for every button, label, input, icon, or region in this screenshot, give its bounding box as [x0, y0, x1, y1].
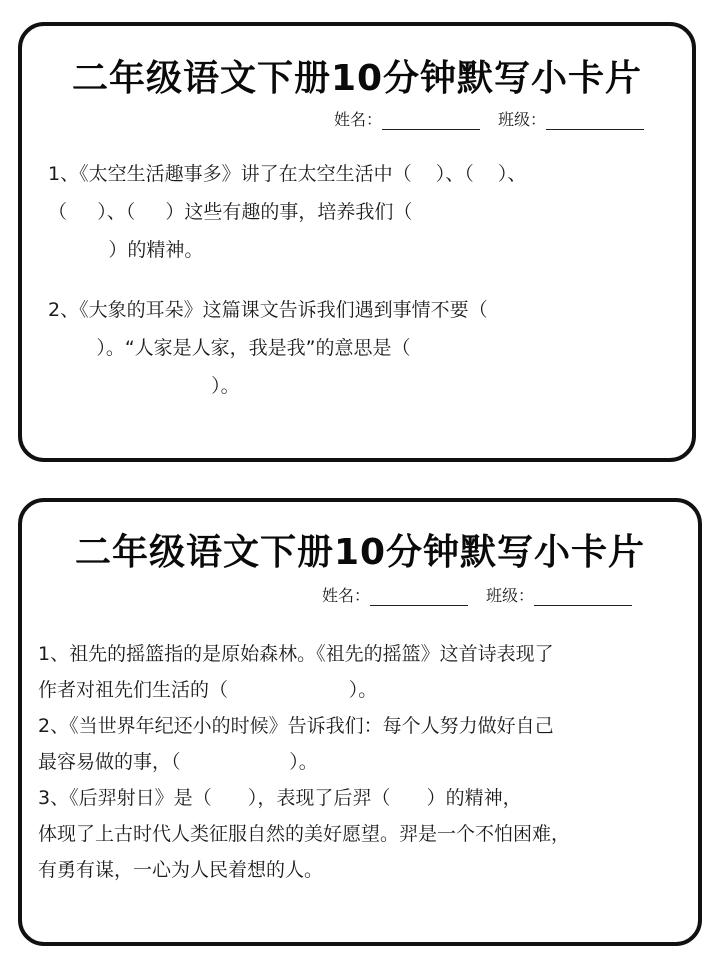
question-line: 最容易做的事，（ ）。 — [38, 751, 318, 773]
question-line: 2、《当世界年纪还小的时候》告诉我们：每个人努力做好自己 — [38, 715, 554, 737]
name-blank[interactable] — [370, 587, 468, 606]
question-line: 2、《大象的耳朵》这篇课文告诉我们遇到事情不要（ — [48, 299, 488, 321]
student-info-row — [334, 110, 644, 130]
question-line: ）。“人家是人家，我是我”的意思是（ — [48, 337, 411, 359]
student-info-row — [322, 586, 632, 606]
question-line: 1、祖先的摇篮指的是原始森林。《祖先的摇篮》这首诗表现了 — [38, 643, 554, 665]
card-title: 二年级语文下册10分钟默写小卡片 — [71, 58, 643, 99]
name-label: 姓名： — [322, 586, 371, 605]
question-line: 有勇有谋，一心为人民着想的人。 — [38, 859, 324, 881]
name-label: 姓名： — [334, 110, 383, 129]
name-blank[interactable] — [382, 111, 480, 130]
question-line: （ ）、（ ）这些有趣的事，培养我们（ — [48, 201, 413, 223]
question-line: ）的精神。 — [48, 239, 204, 261]
dictation-card-2 — [18, 498, 702, 946]
question-line: ）。 — [48, 375, 240, 397]
class-label: 班级： — [486, 586, 535, 605]
dictation-card-1 — [18, 22, 696, 462]
class-blank[interactable] — [546, 111, 644, 130]
class-label: 班级： — [498, 110, 547, 129]
question-line: 1、《太空生活趣事多》讲了在太空生活中（ ）、（ ）、 — [48, 163, 527, 185]
question-line: 3、《后羿射日》是（ ），表现了后羿（ ）的精神， — [38, 787, 522, 809]
card-title: 二年级语文下册10分钟默写小卡片 — [74, 532, 646, 573]
class-blank[interactable] — [534, 587, 632, 606]
question-line: 作者对祖先们生活的（ ）。 — [38, 679, 378, 701]
question-line: 体现了上古时代人类征服自然的美好愿望。羿是一个不怕困难， — [38, 823, 571, 845]
